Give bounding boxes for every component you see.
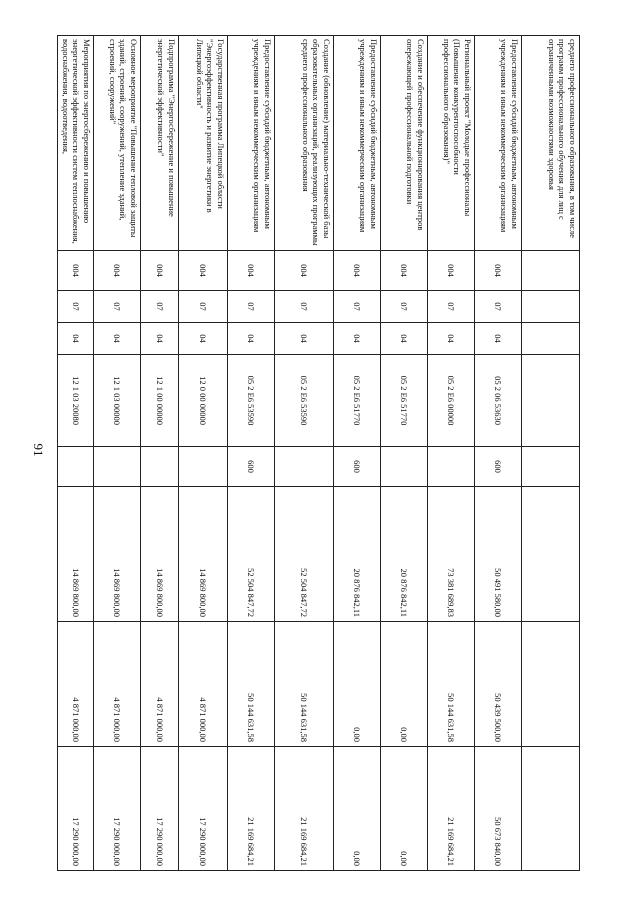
row-amount-year3: 21 169 684,21: [275, 747, 334, 871]
row-subsection: 04: [475, 323, 522, 355]
row-target-article: [522, 355, 580, 447]
row-amount-year2: [522, 622, 580, 747]
row-amount-year3: 0,00: [381, 747, 428, 871]
row-amount-year1: 20 876 842,11: [334, 487, 381, 622]
row-amount-year1: [522, 487, 580, 622]
row-admin-code: 004: [334, 251, 381, 291]
row-amount-year2: 0,00: [381, 622, 428, 747]
row-section: 07: [228, 291, 275, 323]
row-admin-code: 004: [381, 251, 428, 291]
row-subsection: 04: [94, 323, 141, 355]
row-expense-type: [522, 447, 580, 487]
row-name: Предоставление субсидий бюджетным, автономным учреждениям и иным некоммерческим организациям: [228, 36, 275, 251]
budget-table-body: [58, 36, 580, 871]
row-amount-year1: 20 876 842,11: [381, 487, 428, 622]
row-expense-type: [141, 447, 179, 487]
row-target-article: 05 2 E6 00000: [428, 355, 475, 447]
row-subsection: 04: [58, 323, 94, 355]
table-row: [428, 36, 475, 871]
row-amount-year1: 73 381 689,83: [428, 487, 475, 622]
row-amount-year1: 14 869 800,00: [141, 487, 179, 622]
row-amount-year2: 0,00: [334, 622, 381, 747]
row-amount-year3: 17 290 000,00: [179, 747, 228, 871]
row-subsection: 04: [334, 323, 381, 355]
row-amount-year1: 52 504 847,72: [275, 487, 334, 622]
row-section: 07: [381, 291, 428, 323]
row-amount-year1: 52 504 847,72: [228, 487, 275, 622]
row-section: [522, 291, 580, 323]
table-row: [522, 36, 580, 871]
row-admin-code: 004: [141, 251, 179, 291]
row-amount-year3: 17 290 000,00: [94, 747, 141, 871]
row-section: 07: [141, 291, 179, 323]
row-name: Создание и обеспечение функционирования центров опережающей профессиональной подготовки: [381, 36, 428, 251]
row-target-article: 12 1 03 00000: [94, 355, 141, 447]
row-target-article: 12 1 00 00000: [141, 355, 179, 447]
row-name: Основное мероприятие "Повышение тепловой защиты зданий, строений, сооружений, утепление зданий, строений, сооружений": [94, 36, 141, 251]
row-name: среднего профессионального образования, в том числе программ профессионального обучения для лиц с ограниченными возможностями здоровья: [522, 36, 580, 251]
row-admin-code: 004: [475, 251, 522, 291]
row-target-article: 12 1 03 20080: [58, 355, 94, 447]
row-amount-year1: 14 869 800,00: [94, 487, 141, 622]
row-amount-year1: 50 491 580,00: [475, 487, 522, 622]
row-name: Предоставление субсидий бюджетным, автономным учреждениям и иным некоммерческим организациям: [475, 36, 522, 251]
row-section: 07: [179, 291, 228, 323]
row-amount-year3: 21 169 684,21: [228, 747, 275, 871]
row-subsection: 04: [141, 323, 179, 355]
row-target-article: 05 2 06 53630: [475, 355, 522, 447]
row-amount-year2: 50 144 631,58: [228, 622, 275, 747]
row-target-article: 05 2 E6 53590: [275, 355, 334, 447]
row-name: Подпрограмма "Энергосбережение и повышение энергетической эффективности": [141, 36, 179, 251]
row-amount-year3: 21 169 684,21: [428, 747, 475, 871]
row-admin-code: 004: [228, 251, 275, 291]
row-expense-type: 600: [475, 447, 522, 487]
row-name: Создание (обновление) материально-технической базы образовательных организаций, реализующих программы среднего профессионального образования: [275, 36, 334, 251]
row-amount-year3: 17 290 000,00: [141, 747, 179, 871]
row-section: 07: [334, 291, 381, 323]
row-amount-year2: 50 144 631,58: [428, 622, 475, 747]
table-row: [58, 36, 94, 871]
row-subsection: [522, 323, 580, 355]
row-admin-code: 004: [94, 251, 141, 291]
row-section: 07: [428, 291, 475, 323]
budget-table-wrapper: [60, 35, 580, 870]
row-expense-type: [58, 447, 94, 487]
row-subsection: 04: [228, 323, 275, 355]
row-amount-year3: 17 290 000,00: [58, 747, 94, 871]
row-amount-year2: 4 871 000,00: [141, 622, 179, 747]
row-name: Предоставление субсидий бюджетным, автономным учреждениям и иным некоммерческим организациям: [334, 36, 381, 251]
row-amount-year2: 4 871 000,00: [58, 622, 94, 747]
row-amount-year2: 50 144 631,58: [275, 622, 334, 747]
row-expense-type: 600: [334, 447, 381, 487]
row-target-article: 05 2 E6 51770: [381, 355, 428, 447]
row-amount-year2: 4 871 000,00: [179, 622, 228, 747]
table-row: [275, 36, 334, 871]
row-amount-year3: [522, 747, 580, 871]
table-row: [475, 36, 522, 871]
row-subsection: 04: [381, 323, 428, 355]
row-admin-code: 004: [58, 251, 94, 291]
page-number: 91: [31, 443, 46, 457]
row-admin-code: 004: [179, 251, 228, 291]
row-name: Региональный проект "Молодые профессионалы (Повышение конкурентоспособности профессионального образования)": [428, 36, 475, 251]
table-row: [381, 36, 428, 871]
table-row: [179, 36, 228, 871]
row-amount-year2: 50 439 500,00: [475, 622, 522, 747]
table-row: [334, 36, 381, 871]
row-admin-code: 004: [275, 251, 334, 291]
budget-table: [57, 35, 580, 871]
row-admin-code: 004: [428, 251, 475, 291]
row-name: Мероприятия по энергосбережению и повышению энергетической эффективности систем теплоснабжения, водоснабжения, водоотведения,: [58, 36, 94, 251]
row-section: 07: [58, 291, 94, 323]
row-expense-type: [179, 447, 228, 487]
row-expense-type: [94, 447, 141, 487]
row-section: 07: [94, 291, 141, 323]
row-section: 07: [275, 291, 334, 323]
row-target-article: 05 2 E6 51770: [334, 355, 381, 447]
table-row: [141, 36, 179, 871]
row-amount-year2: 4 871 000,00: [94, 622, 141, 747]
row-amount-year3: 50 673 840,00: [475, 747, 522, 871]
table-row: [94, 36, 141, 871]
table-row: [228, 36, 275, 871]
row-amount-year1: 14 869 800,00: [58, 487, 94, 622]
row-expense-type: [381, 447, 428, 487]
row-name: Государственная программа Липецкой области "Энергоэффективность и развитие энергетики в Липецкой области": [179, 36, 228, 251]
row-expense-type: [428, 447, 475, 487]
row-expense-type: [275, 447, 334, 487]
row-target-article: 12 0 00 00000: [179, 355, 228, 447]
row-amount-year1: 14 869 800,00: [179, 487, 228, 622]
row-subsection: 04: [428, 323, 475, 355]
row-target-article: 05 2 E6 53590: [228, 355, 275, 447]
row-expense-type: 600: [228, 447, 275, 487]
rotated-table-container: [60, 35, 580, 870]
row-admin-code: [522, 251, 580, 291]
row-subsection: 04: [275, 323, 334, 355]
row-section: 07: [475, 291, 522, 323]
row-amount-year3: 0,00: [334, 747, 381, 871]
row-subsection: 04: [179, 323, 228, 355]
